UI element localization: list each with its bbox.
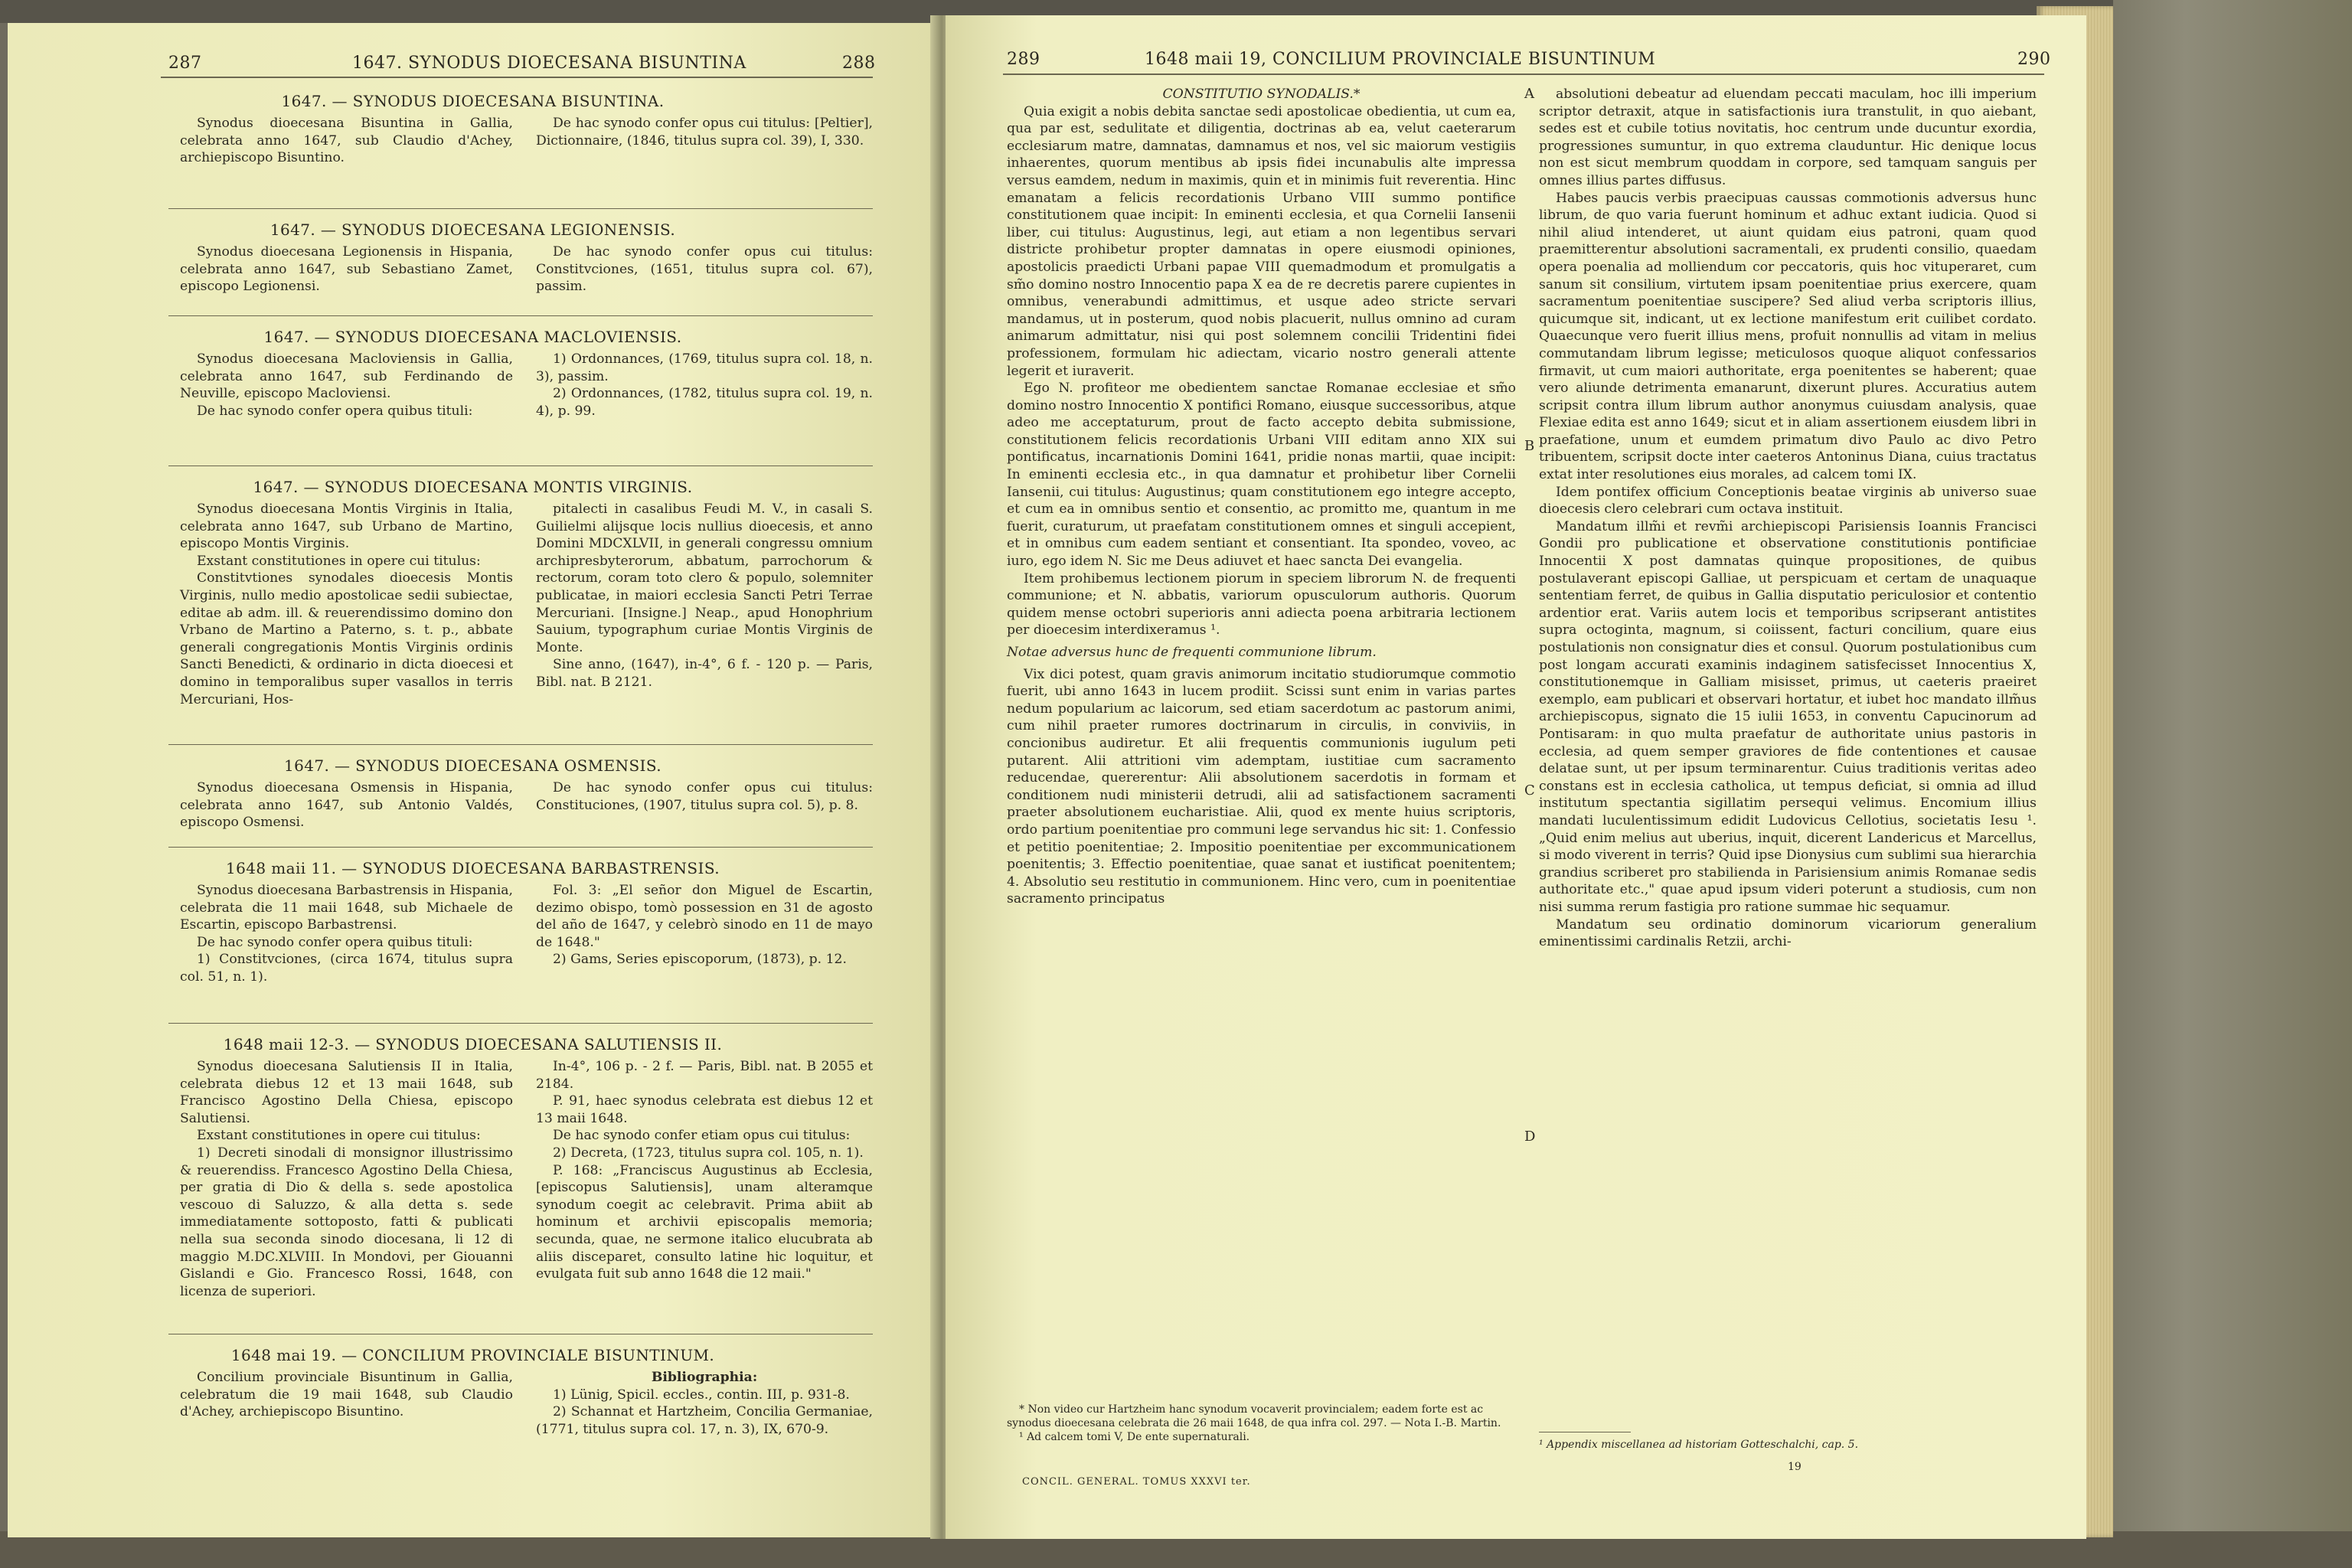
section-col-2 [536,1058,873,1283]
right-column-2 [1539,86,2037,951]
right-page [946,15,2086,1539]
col1-footnotes [1007,1403,1516,1444]
col2-footnote: ¹ Appendix miscellanea ad historiam Gotteschalchi, cap. 5. [1539,1439,1859,1451]
gathering-number: 19 [1788,1461,1802,1473]
left-col-number: 287 [168,54,202,73]
section-col-1 [180,779,513,831]
footnote: ¹ Ad calcem tomi V, De ente supernaturali. [1019,1431,1250,1443]
paragraph: De hac synodo confer opus cui titulus: [Peltier], Dictionnaire, (1846, titulus supra col. 39), I, 330. [536,116,873,149]
section-col-1 [180,882,513,986]
col1-notes [1007,666,1516,908]
right-col-number: 290 [2017,50,2051,69]
paragraph: Synodus dioecesana Macloviensis in Gallia, celebrata anno 1647, sub Ferdinando de Neuville, episcopo Macloviensi. [180,351,513,402]
signature-mark: CONCIL. GENERAL. TOMUS XXXVI ter. [1022,1476,1251,1488]
paragraph: Synodus dioecesana Salutiensis II in Italia, celebrata diebus 12 et 13 maii 1648, sub Francisco Agostino Della Chiesa, episcopo Salutiensi. [180,1059,513,1126]
section-title: 1648 maii 11. — SYNODUS DIOECESANA BARBASTRENSIS. [226,859,720,877]
paragraph: Concilium provinciale Bisuntinum in Gallia, celebratum die 19 maii 1648, sub Claudio d'Achey, archiepiscopo Bisuntino. [180,1370,513,1420]
paragraph: 2) Decreta, (1723, titulus supra col. 105, n. 1). [553,1145,864,1161]
section-title: 1647. — SYNODUS DIOECESANA MACLOVIENSIS. [263,328,682,346]
paragraph: 1) Ordonnances, (1769, titulus supra col. 18, n. 3), passim. [536,351,873,384]
section-title: 1647. — SYNODUS DIOECESANA LEGIONENSIS. [270,220,676,239]
paragraph: P. 168: „Franciscus Augustinus ab Ecclesia, [episcopus Salutiensis], unam alteramque synodum coegit ac celebravit. Prima abiit ab hominum et archivii episcopalis memoria; secunda, quae, ne sermone italico elucubrata ab aliis disceparet, consulto latine hic loquitur, et evulgata fuit sub anno 1648 die 12 maii." [536,1162,873,1282]
paragraph: Synodus dioecesana Barbastrensis in Hispania, celebrata die 11 maii 1648, sub Michaele de Escartin, episcopo Barbastrensi. [180,883,513,933]
section-col-1 [180,1058,513,1300]
margin-mark-b: B [1524,438,1535,454]
right-col-number: 288 [842,54,876,73]
section-col-2 [536,779,873,814]
paragraph: In-4°, 106 p. - 2 f. — Paris, Bibl. nat. B 2055 et 2184. [536,1059,873,1092]
paragraph: 1) Lünig, Spicil. eccles., contin. III, p. 931-8. [553,1387,850,1403]
paragraph: Quia exigit a nobis debita sanctae sedi apostolicae obedientia, ut cum ea, qua par est, sedulitate et diligentia, doctrinas ab ea, velut caeterarum ecclesiarum matre, damnatas, damnamus et nos, vel sic maiorum vestigiis inhaerentes, quorum mentibus ab ipsis fidei incunabulis alte impressa versus eamdem, nedum in maximis, quin et in minimis fuit reverentia. Hinc emanatam a felicis recordationis Urbano VIII summo pontifice constitutionem quae incipit: In eminenti ecclesia, et qua Cornelii Iansenii liber, cui titulus: Augustinus, legi, aut etiam a non legentibus servari districte prohibetur propter damnatas in opere eiusmodi opiniones, apostolicis praedicti Urbani papae VIII quemadmodum et promulgatis a sm̃o domino nostro Innocentio papa X ea de re decretis parere cupientes in omnibus, venerabundi admittimus, et usque adeo stricte servari mandamus, ut in posterum, quod nobis placuerit, nullus omnino ad curam animarum admittatur, nisi qui post solemnem concilii Tridentini fidei professionem, formulam hic adiectam, vicario nostro generali attente legerit et iuraverit. [1007,103,1516,379]
paragraph: Synodus dioecesana Osmensis in Hispania, celebrata anno 1647, sub Antonio Valdés, episcopo Osmensi. [180,780,513,831]
bibliographia-heading: Bibliographia: [651,1370,758,1385]
paragraph: Idem pontifex officium Conceptionis beatae virginis ab universo suae dioecesis clero celebrari cum octava instituit. [1539,484,2037,518]
running-head: 1647. SYNODUS DIOECESANA BISUNTINA [352,54,746,73]
paragraph: 2) Ordonnances, (1782, titulus supra col. 19, n. 4), p. 99. [536,386,873,419]
paragraph: Sine anno, (1647), in-4°, 6 f. - 120 p. — Paris, Bibl. nat. B 2121. [536,657,873,690]
section-title: 1648 maii 12-3. — SYNODUS DIOECESANA SALUTIENSIS II. [223,1035,723,1054]
col1-paragraphs [1007,103,1516,639]
section-col-2 [536,351,873,420]
paragraph: P. 91, haec synodus celebrata est diebus 12 et 13 maii 1648. [536,1093,873,1126]
constitutio-heading: CONSTITUTIO SYNODALIS.* [1162,87,1361,102]
section-divider [168,744,873,745]
section-col-1 [180,351,513,420]
paragraph: 2) Gams, Series episcoporum, (1873), p. 12. [553,952,847,968]
margin-mark-d: D [1524,1129,1536,1145]
right-column-1 [1007,86,1516,908]
section-col-1 [180,1369,513,1421]
paragraph: Mandatum seu ordinatio dominorum vicariorum generalium eminentissimi cardinalis Retzii, archi- [1539,916,2037,950]
paragraph: Mandatum illm̃i et revm̃i archiepiscopi Parisiensis Ioannis Francisci Gondii pro publicatione et observatione constitutionis pontificiae Innocentii X post damnatas quinque propositiones, de quibus postulaverant episcopi Galliae, ut perspicuam et certam de unaquaque sententiam ferret, de quibus in Gallia disputatio periculosior et contentio ardentior erat. Variis autem locis et temporibus scripserant antistites supra octoginta, magnum, si coiissent, facturi concilium, quare eius postulationis non consignatur dies et consul. Quorum postulationibus cum post longam accurati examinis indaginem satisfecisset Innocentius X, constitutionemque in Galliam misisset, primus, ut caeteris praeiret exemplo, eam publicari et observari hortatur, et iubet hoc mandato illm̃us archiepiscopus, signato die 15 iulii 1653, in conventu Capucinorum ad Pontisaram: in quo multa praefatur de authoritate unius pastoris in ecclesia, ad quem semper graviores de fide contentiones et causae delatae sunt, ut per ipsum terminarentur. Cuius traditionis veritas adeo constans est in ecclesia catholica, ut tempus deficiat, si omnia ad illud institutum spectantia sigillatim persequi velimus. Encomium illius mandati luculentissimum edidit Ludovicus Cellotius, societatis Iesu ¹. „Quid enim melius aut uberius, inquit, dicerent Landericus et Marcellus, si modo viverent in terris? Quid ipse Dionysius cum sublimi sua hierarchia grandius scriberet pro stabilienda in Parisiensium animis Romanae sedis authoritate etc.," quae apud ipsum videri poterunt a studiosis, cum non nisi summa rerum fastigia pro ratione summae hic sequamur. [1539,518,2037,915]
paragraph: Synodus dioecesana Legionensis in Hispania, celebrata anno 1647, sub Sebastiano Zamet, episcopo Legionensi. [180,244,513,295]
left-page [8,23,938,1537]
section-col-2 [536,243,873,296]
paragraph: 2) Schannat et Hartzheim, Concilia Germaniae, (1771, titulus supra col. 17, n. 3), IX, 670-9. [536,1404,873,1437]
header-rule [161,77,873,78]
paragraph: absolutioni debeatur ad eluendam peccati maculam, hoc illi imperium scriptor detraxit, atque in satisfactionis iura transtulit, in quo aiebant, sedes est et cubile totius novitatis, hoc centrum unde ducuntur exordia, progressiones sumuntur, in quo extrema clauduntur. Hic denique locus non est sicut membrum quoddam in corpore, sed tamquam sanguis per omnes illius partes diffusus. [1539,87,2037,188]
paragraph: Exstant constitutiones in opere cui titulus: [197,553,481,569]
section-title: 1647. — SYNODUS DIOECESANA BISUNTINA. [281,92,665,110]
section-divider [168,847,873,848]
section-col-2 [536,882,873,969]
paragraph: Constitvtiones synodales dioecesis Montis Virginis, nullo medio apostolicae sedii subiectae, editae ab adm. ill. & reuerendissimo domino don Vrbano de Martino a Paterno, s. t. p., abbate generali congregationis Montis Virginis ordinis Sancti Benedicti, & ordinario in dicta dioecesi et domino in temporalibus super vasallos in terris Mercuriani, Hos- [180,570,513,707]
section-divider [168,315,873,316]
paragraph: De hac synodo confer opera quibus tituli: [197,403,473,419]
background-surface [2113,0,2352,1568]
section-title: 1648 mai 19. — CONCILIUM PROVINCIALE BISUNTINUM. [230,1346,715,1364]
section-col-2 [536,1369,873,1438]
notae-heading: Notae adversus hunc de frequenti communione librum. [1007,645,1377,660]
margin-mark-c: C [1524,782,1535,799]
section-title: 1647. — SYNODUS DIOECESANA MONTIS VIRGINIS. [253,478,693,496]
section-col-1 [180,243,513,296]
paragraph: De hac synodo confer opus cui titulus: Constituciones, (1907, titulus supra col. 5), p. 8. [536,780,873,813]
paragraph: Vix dici potest, quam gravis animorum incitatio studiorumque commotio fuerit, ubi anno 1643 in lucem prodiit. Scissi sunt enim in varias partes nedum popularium ac laicorum, sed etiam sacerdotum ac pastorum animi, cum nihil praeter rumores doctrinarum in circulis, in conviviis, in concionibus audiretur. Et alii frequentis communionis iugulum peti putarent. Alii attritioni vim ademptam, iustitiae cum sacramento reducendae, quererentur: Alii absolutionem sacerdotis in formam et conditionem nudi ministerii detrudi, alii ad satisfactionem sacramenti praeter absolutionem eucharistiae. Alii, quod ex mente huius scriptoris, ordo partium poenitentiae pro communi lege servandus hic sit: 1. Confessio et petitio poenitentiae; 2. Impositio poenitentiae per excommunicationem poenitentis; 3. Effectio poenitentiae, quae sanat et iustificat poenitentem; 4. Absolutio seu restitutio in communionem. Hinc vero, cum in poenitentiae sacramento principatus [1007,666,1516,907]
paragraph: Exstant constitutiones in opere cui titulus: [197,1128,481,1144]
section-col-1 [180,501,513,708]
paragraph: Habes paucis verbis praecipuas caussas commotionis adversus hunc librum, de quo varia fuerunt hominum et adhuc extant iudicia. Quod si nihil aliud intenderet, ut aiunt quidam eius patroni, quam quod praemitterentur absolutioni sacramentali, ex prudenti consilio, quaedam opera poenalia ad molliendum cor peccatoris, quis hoc vituperaret, cum sanum sit consilium, virtutem ipsam poenitentiae prius exercere, quam sacramentum poenitentiae suscipere? Sed aliud verba scriptoris illius, quicumque sit, indicant, ut ex lectione manifestum erit cuilibet cordato. Quaecunque vero fuerit illius mens, profuit nonnullis ad vitam in melius commutandam librum legisse; meticulosos quoque aliquot confessarios firmavit, ut cum maiori authoritate, erga poenitentes se haberent; quae vero aliunde detrimenta emanarunt, dixerunt plures. Accuratius autem scripsit contra illum librum author anonymus cuiusdam analysis, quae Flexiae edita est anno 1649; sicut et in aliam assertionem eiusdem libri in praefatione, unum et eumdem primatum divo Paulo ac divo Petro tribuentem, scripsit docte inter caeteros Antoninus Diana, cuius tractatus extat inter resolutiones eius morales, ad calcem tomi IX. [1539,190,2037,483]
header-rule [1003,74,2044,75]
section-col-1 [180,115,513,167]
paragraph: 1) Constitvciones, (circa 1674, titulus supra col. 51, n. 1). [180,952,513,985]
section-divider [168,208,873,209]
paragraph: Synodus dioecesana Montis Virginis in Italia, celebrata anno 1647, sub Urbano de Martino, episcopo Montis Virginis. [180,501,513,552]
paragraph: De hac synodo confer opus cui titulus: Constitvciones, (1651, titulus supra col. 67), passim. [536,244,873,295]
paragraph: 1) Decreti sinodali di monsignor illustrissimo & reuerendiss. Francesco Agostino Della Chiesa, per gratia di Dio & della s. sede apostolica vescouo di Saluzzo, & alla detta s. sede immediatamente sottoposto, fatti & publicati nella sua seconda sinodo diocesana, li 12 di maggio M.DC.XLVIII. In Mondovi, per Giouanni Gislandi e Gio. Francesco Rossi, 1648, con licenza de superiori. [180,1145,513,1299]
section-title: 1647. — SYNODUS DIOECESANA OSMENSIS. [283,756,662,775]
running-head: 1648 maii 19, CONCILIUM PROVINCIALE BISUNTINUM [1145,50,1656,69]
margin-mark-a: A [1524,86,1534,102]
section-col-2 [536,501,873,691]
paragraph: De hac synodo confer opera quibus tituli: [197,934,473,950]
paragraph: pitalecti in casalibus Feudi M. V., in casali S. Guilielmi alijsque locis nullius dioecesis, et anno Domini MDCXLVII, in generali congressu omnium archipresbyterorum, abbatum, parrochorum & rectorum, coram toto clero & populo, solemniter publicatae, in maiori ecclesia Sancti Petri Terrae Mercuriani. [Insigne.] Neap., apud Honophrium Sauium, typographum curiae Montis Virginis de Monte. [536,501,873,655]
paragraph: Ego N. profiteor me obedientem sanctae Romanae ecclesiae et sm̃o domino nostro Innocentio X pontifici Romano, eiusque successoribus, atque adeo me acceptaturum, prout de facto accepto debita submissione, constitutionem felicis recordationis Urbani VIII editam anno XIX sui pontificatus, incarnationis Domini 1641, pridie nonas martii, quae incipit: In eminenti ecclesia etc., in qua damnatur et prohibetur liber Cornelii Iansenii, cui titulus: Augustinus; quam constitutionem ego integre accepto, et cum ea in omnibus sentio et consentio, ac promitto me, quantum in me fuerit, curaturum, ut praefatam constitutionem omnes et singuli accepient, et in omnibus cum eadem sentiant et consentiant. Ita spondeo, voveo, ac iuro, ego idem N. Sic me Deus adiuvet et haec sancta Dei evangelia. [1007,381,1516,570]
paragraph: Fol. 3: „El señor don Miguel de Escartin, dezimo obispo, tomò possession en 31 de agosto del año de 1647, y celebrò sinodo en 11 de mayo de 1648." [536,883,873,950]
footnote: * Non video cur Hartzheim hanc synodum vocaverit provincialem; eadem forte est ac synodus dioecesana celebrata die 26 maii 1648, de qua infra col. 297. — Nota I.-B. Martin. [1007,1403,1501,1429]
paragraph: Item prohibemus lectionem piorum in speciem librorum N. de frequenti communione; et N. abbatis, variorum opusculorum authoris. Quorum quidem mense octobri superioris anni adiecta poena arbitraria lectionem per dioecesim interdixeramus ¹. [1007,570,1516,639]
paragraph: Synodus dioecesana Bisuntina in Gallia, celebrata anno 1647, sub Claudio d'Achey, archiepiscopo Bisuntino. [180,116,513,166]
section-divider [168,1023,873,1024]
section-col-2 [536,115,873,149]
left-col-number: 289 [1007,50,1040,69]
paragraph: De hac synodo confer etiam opus cui titulus: [553,1128,851,1144]
